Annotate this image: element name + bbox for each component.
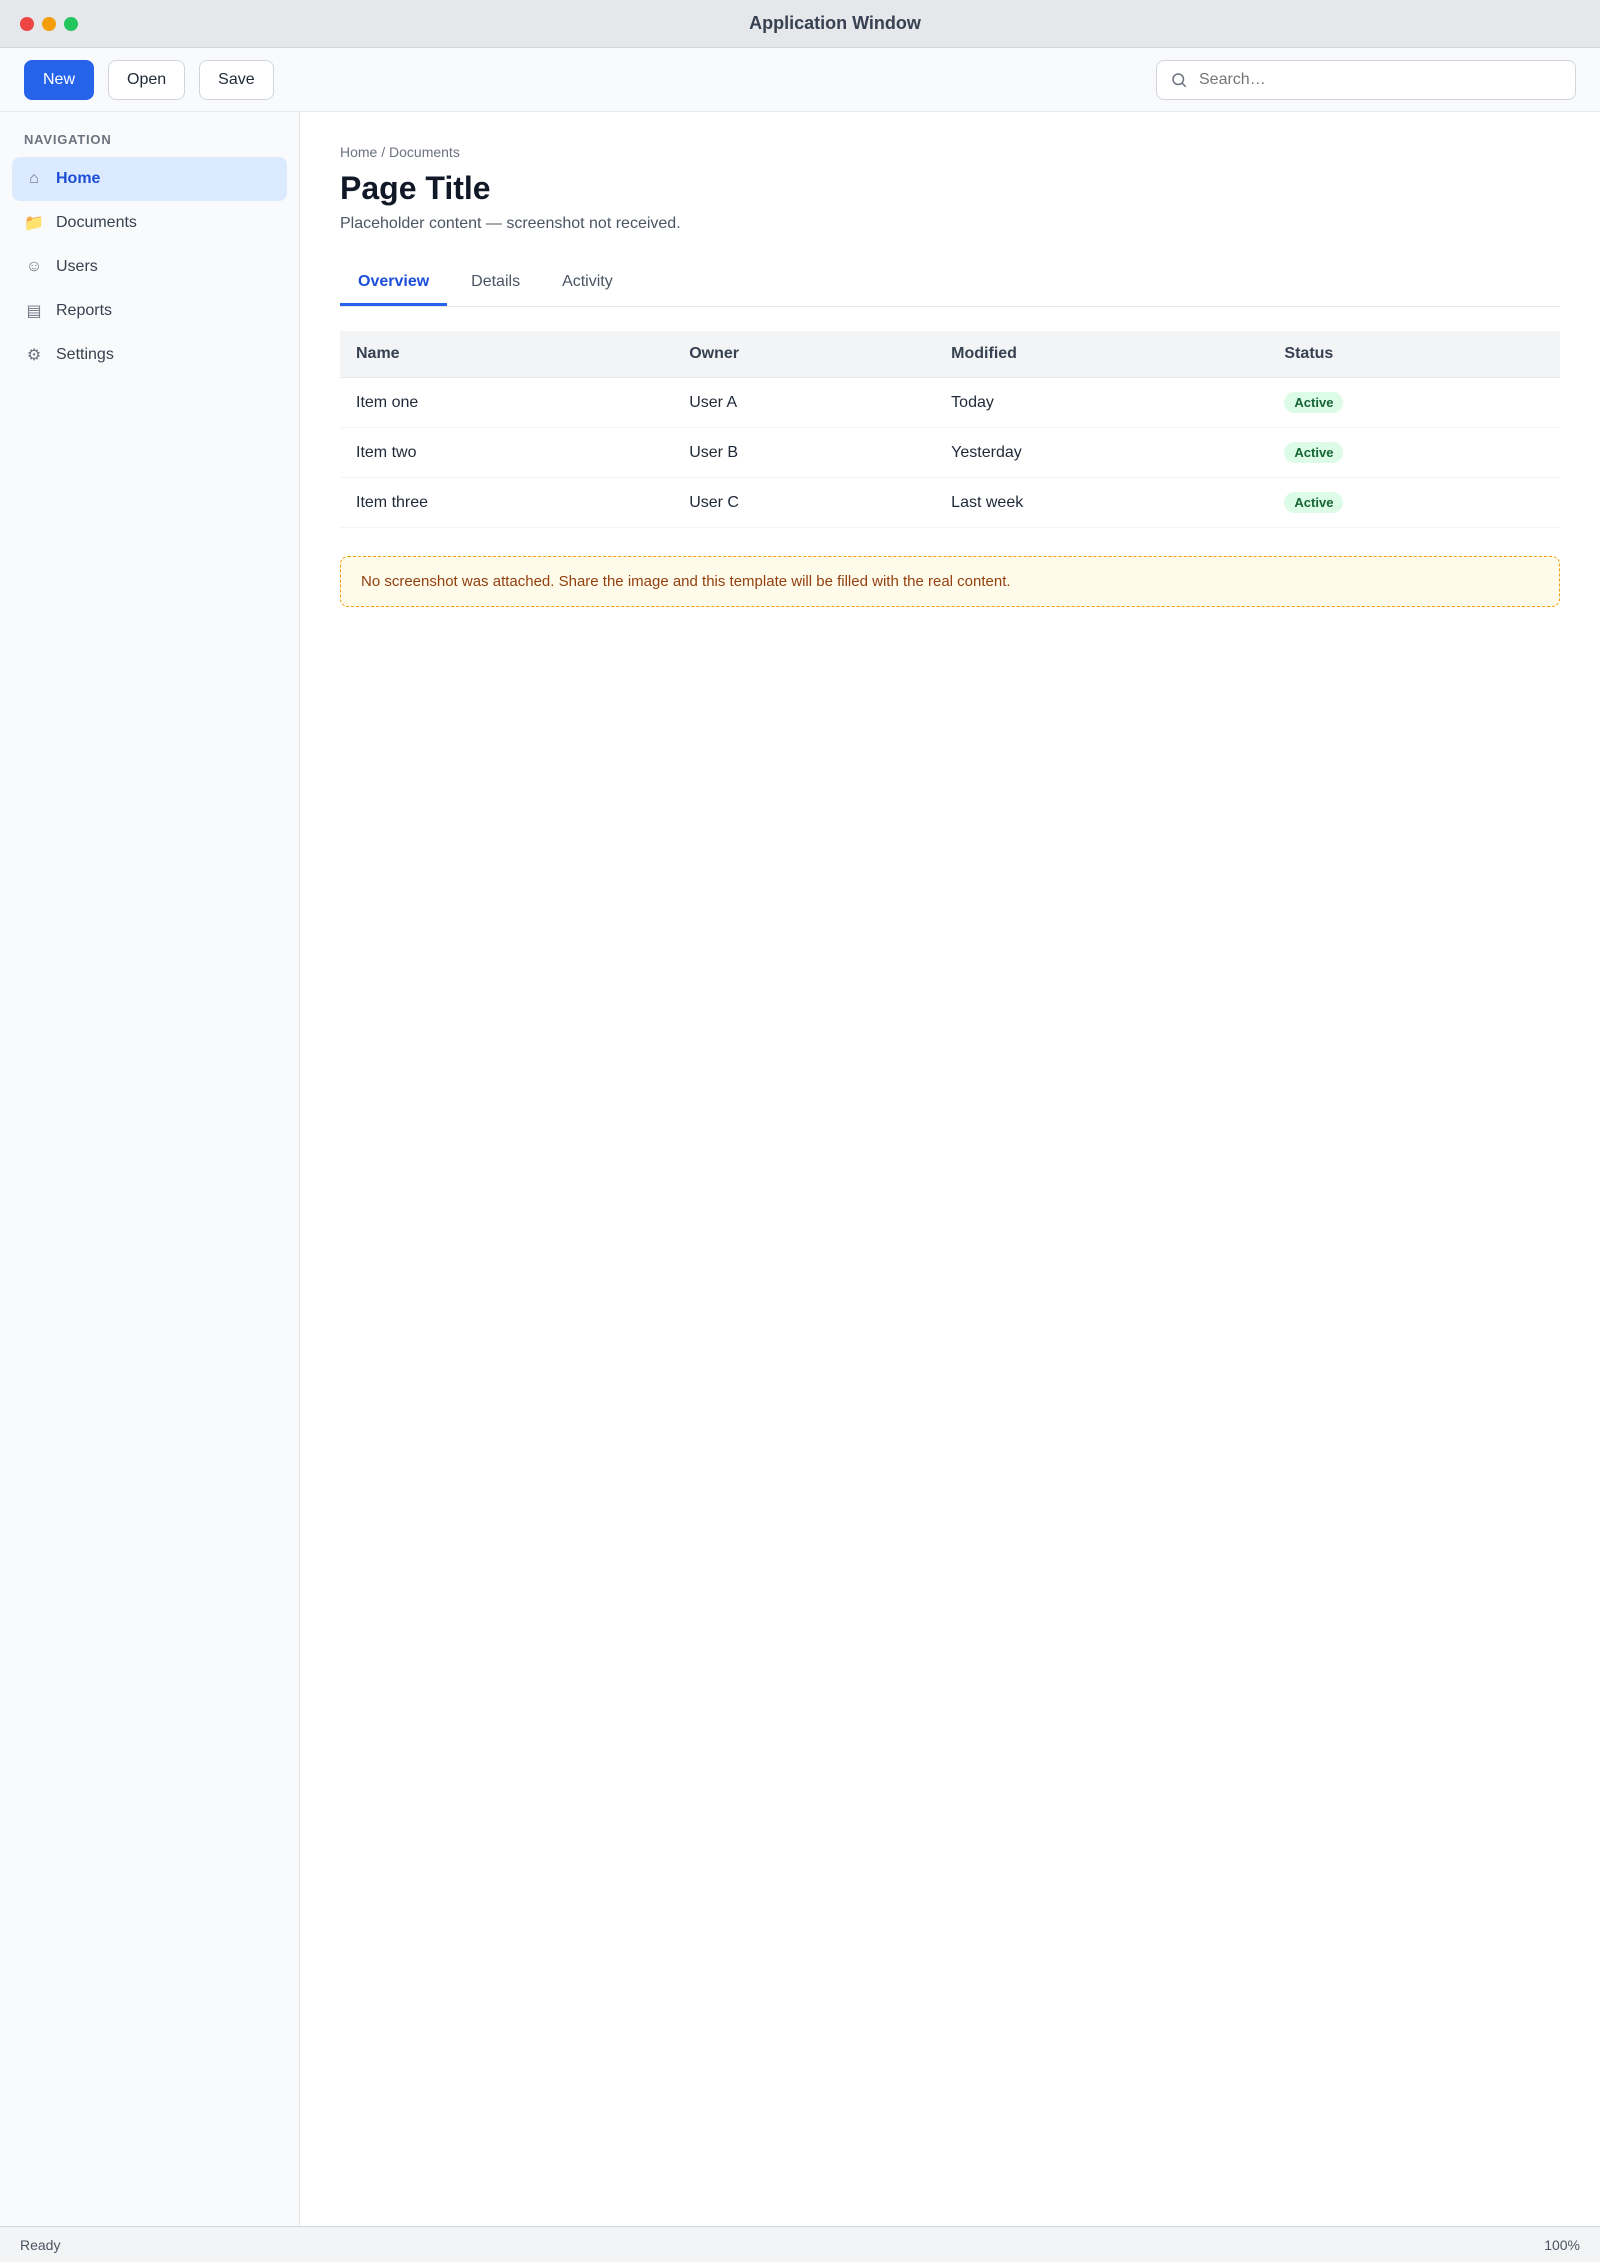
- missing-screenshot-notice: No screenshot was attached. Share the image and this template will be filled with the real content.: [340, 556, 1560, 607]
- table-cell: Today: [935, 378, 1268, 428]
- main-panel: [300, 112, 1600, 2226]
- close-window-button[interactable]: [20, 17, 34, 31]
- sidebar-heading: NAVIGATION: [24, 132, 112, 147]
- table-cell: [1268, 378, 1560, 428]
- tab-bar: [340, 261, 1560, 307]
- zoom-level: 100%: [1544, 2236, 1580, 2253]
- maximize-window-button[interactable]: [64, 17, 78, 31]
- column-header[interactable]: Status: [1268, 331, 1560, 378]
- tab-overview[interactable]: Overview: [340, 261, 447, 306]
- table-row[interactable]: [340, 428, 1560, 478]
- sidebar-item-label: Users: [56, 258, 98, 275]
- column-header[interactable]: Modified: [935, 331, 1268, 378]
- home-icon: ⌂: [29, 170, 39, 187]
- page-subtitle: Placeholder content — screenshot not received.: [340, 215, 681, 232]
- sidebar-item-settings[interactable]: [12, 333, 287, 377]
- status-badge: Active: [1284, 392, 1343, 413]
- status-badge: Active: [1284, 442, 1343, 463]
- table-header-row: [340, 331, 1560, 378]
- table-cell: Yesterday: [935, 428, 1268, 478]
- folder-icon: 📁: [24, 215, 44, 232]
- status-bar: [0, 2226, 1600, 2262]
- search-box: [1156, 60, 1576, 100]
- data-table: [340, 331, 1560, 528]
- table-cell: Item three: [340, 478, 673, 528]
- window-controls: [20, 17, 78, 31]
- save-button[interactable]: Save: [199, 60, 273, 100]
- sidebar: [0, 112, 300, 2226]
- window-title: Application Window: [749, 13, 921, 33]
- sidebar-item-label: Home: [56, 170, 101, 187]
- table-cell: User C: [673, 478, 935, 528]
- table-cell: Last week: [935, 478, 1268, 528]
- search-input[interactable]: [1197, 70, 1563, 90]
- content-area: [0, 112, 1600, 2226]
- sidebar-item-users[interactable]: [12, 245, 287, 289]
- search-icon: [1169, 70, 1189, 90]
- table-cell: User A: [673, 378, 935, 428]
- breadcrumb[interactable]: Home / Documents: [340, 144, 460, 160]
- table-cell: User B: [673, 428, 935, 478]
- chart-icon: ▤: [26, 303, 42, 320]
- table-cell: Item two: [340, 428, 673, 478]
- tab-details[interactable]: Details: [471, 273, 521, 290]
- sidebar-item-label: Settings: [56, 346, 114, 363]
- minimize-window-button[interactable]: [42, 17, 56, 31]
- status-badge: Active: [1284, 492, 1343, 513]
- title-bar: [0, 0, 1600, 48]
- table-row[interactable]: [340, 378, 1560, 428]
- user-icon: ☺: [25, 258, 43, 275]
- status-text: Ready: [20, 2236, 61, 2253]
- sidebar-item-reports[interactable]: [12, 289, 287, 333]
- table-cell: Item one: [340, 378, 673, 428]
- column-header[interactable]: Owner: [673, 331, 935, 378]
- sidebar-item-documents[interactable]: [12, 201, 287, 245]
- table-cell: [1268, 428, 1560, 478]
- sidebar-item-label: Reports: [56, 302, 113, 319]
- open-button[interactable]: Open: [108, 60, 185, 100]
- new-button[interactable]: New: [24, 60, 94, 100]
- gear-icon: ⚙: [26, 347, 42, 364]
- table-row[interactable]: [340, 478, 1560, 528]
- tab-activity[interactable]: Activity: [562, 273, 613, 290]
- table-cell: [1268, 478, 1560, 528]
- column-header[interactable]: Name: [340, 331, 673, 378]
- page-title: Page Title: [340, 170, 491, 206]
- toolbar: [0, 48, 1600, 112]
- sidebar-item-home[interactable]: [12, 157, 287, 201]
- sidebar-item-label: Documents: [56, 214, 137, 231]
